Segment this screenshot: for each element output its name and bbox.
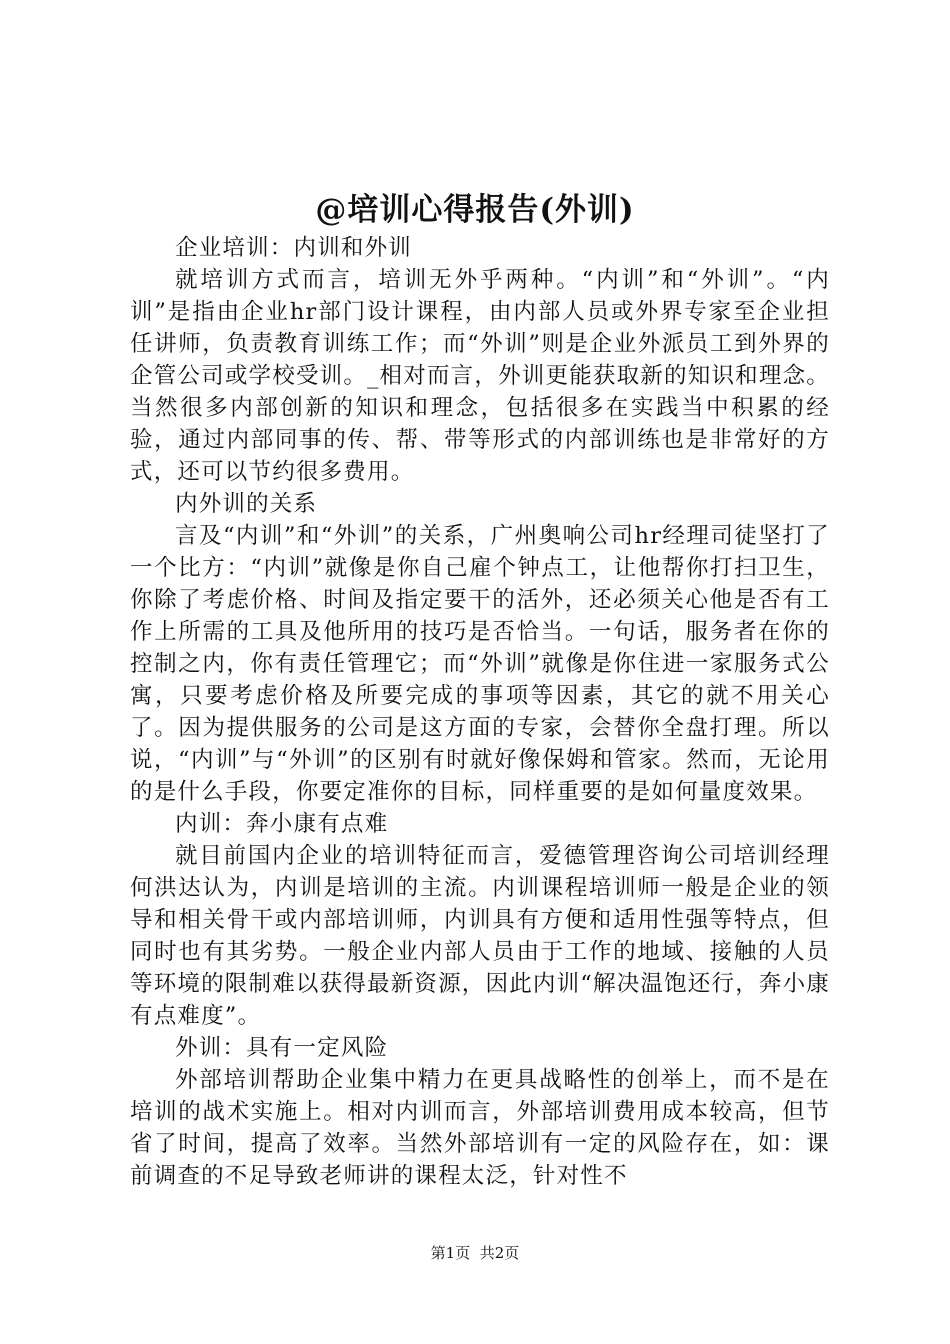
section-heading: 企业培训：内训和外训 — [175, 235, 413, 261]
body-paragraph: 言及“内训”和“外训”的关系，广州奥响公司hr经理司徒坚打了一个比方：“内训”就像是你自己雇个钟点工，让他帮你打扫卫生，你除了考虑价格、时间及指定要干的活外，还必须关心他是否有工作上所需的工具及他所用的技巧是否恰当。一句话，服务者在你的控制之内，你有责任管理它；而“外训”就像是你住进一家服务式公寓，只要考虑价格及所要完成的事项等因素，其它的就不用关心了。因为提供服务的公司是这方面的专家，会替你全盘打理。所以说，“内训”与“外训”的区别有时就好像保姆和管家。然而，无论用的是什么手段，你要定准你的目标，同样重要的是如何量度效果。 — [130, 523, 830, 805]
section-heading: 内训：奔小康有点难 — [175, 811, 389, 837]
page-total: 共2页 — [479, 1244, 520, 1262]
section-heading: 内外训的关系 — [175, 491, 318, 517]
page-number: 第1页 — [430, 1244, 471, 1262]
body-paragraph: 就培训方式而言，培训无外乎两种。“内训”和“外训”。“内训”是指由企业hr部门设计课程，由内部人员或外界专家至企业担任讲师，负责教育训练工作；而“外训”则是企业外派员工到外界的企管公司或学校受训。_相对而言，外训更能获取新的知识和理念。当然很多内部创新的知识和理念，包括很多在实践当中积累的经验，通过内部同事的传、帮、带等形式的内部训练也是非常好的方式，还可以节约很多费用。 — [130, 267, 830, 485]
body-paragraph: 外部培训帮助企业集中精力在更具战略性的创举上，而不是在培训的战术实施上。相对内训而言，外部培训费用成本较高，但节省了时间，提高了效率。当然外部培训有一定的风险存在，如：课前调查的不足导致老师讲的课程太泛，针对性不 — [130, 1067, 830, 1189]
document-title: @培训心得报告(外训) — [315, 192, 635, 228]
document-body — [130, 232, 830, 1192]
body-paragraph: 就目前国内企业的培训特征而言，爱德管理咨询公司培训经理何洪达认为，内训是培训的主流。内训课程培训师一般是企业的领导和相关骨干或内部培训师，内训具有方便和适用性强等特点，但同时也有其劣势。一般企业内部人员由于工作的地域、接触的人员等环境的限制难以获得最新资源，因此内训“解决温饱还行，奔小康有点难度”。 — [130, 843, 831, 1029]
page-footer — [0, 1243, 950, 1263]
section-heading: 外训：具有一定风险 — [175, 1035, 389, 1061]
